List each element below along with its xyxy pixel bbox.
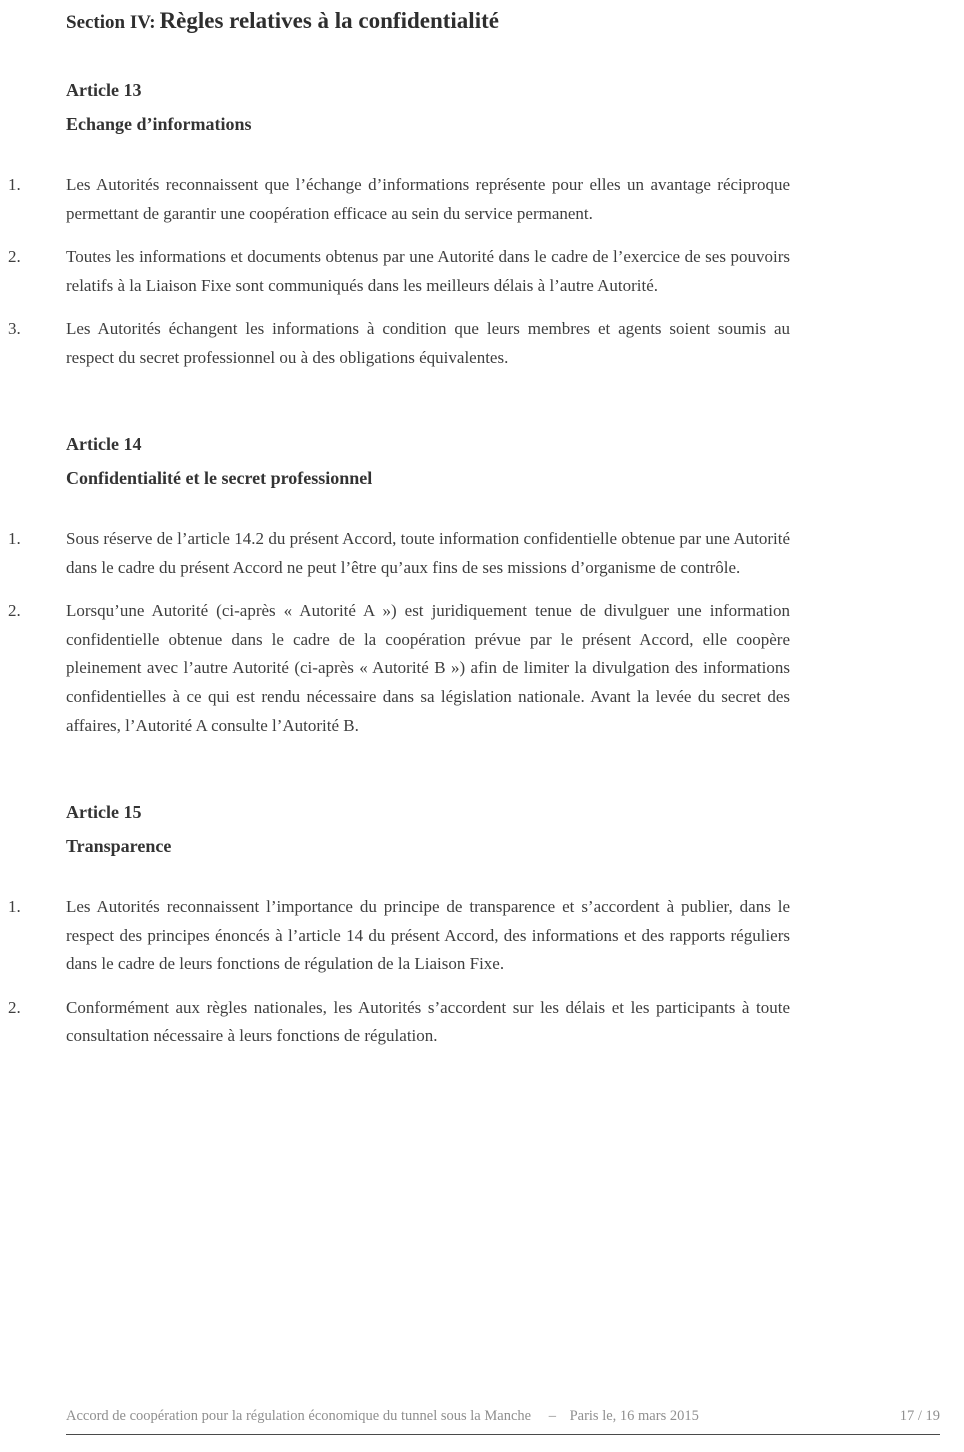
article-14-heading: Article 14 <box>66 434 142 455</box>
list-item <box>8 525 790 582</box>
item-text: Conformément aux règles nationales, les Autorités s’accordent sur les délais et les participants à toute consultation nécessaire à leurs fonctions de régulation. <box>66 997 790 1046</box>
article-15-heading: Article 15 <box>66 802 142 823</box>
item-number: 1. <box>8 897 21 917</box>
item-number: 3. <box>8 319 21 339</box>
article-13 <box>0 80 964 372</box>
item-text: Toutes les informations et documents obtenus par une Autorité dans le cadre de l’exercice de ses pouvoirs relatifs à la Liaison Fixe sont communiqués dans les meilleurs délais à l’autre Autorité. <box>66 247 790 295</box>
page-footer <box>66 1408 940 1435</box>
list-item <box>8 597 790 740</box>
item-number: 1. <box>8 175 21 194</box>
list-item <box>8 893 790 979</box>
article-13-heading: Article 13 <box>66 80 142 100</box>
article-15-items <box>8 893 964 1051</box>
section-title: Règles relatives à la confidentialité <box>159 8 499 33</box>
article-15 <box>0 802 964 1051</box>
list-item <box>8 171 790 228</box>
article-14-items <box>8 525 964 740</box>
article-15-subheading: Transparence <box>66 836 172 857</box>
article-13-items <box>8 171 964 372</box>
page-number: 17 / 19 <box>899 1408 940 1424</box>
item-text: Les Autorités reconnaissent l’importance du principe de transparence et s’accordent à publier, dans le respect des principes énoncés à l’article 14 du présent Accord, des informations et des rapports réguliers dans le cadre de leurs fonctions de régulation de la Liaison Fixe. <box>66 897 790 974</box>
article-13-subheading: Echange d’informations <box>66 114 252 134</box>
item-text: Les Autorités échangent les informations à condition que leurs membres et agents soient soumis au respect du secret professionnel ou à des obligations équivalentes. <box>66 319 790 367</box>
item-text: Lorsqu’une Autorité (ci-après « Autorité A ») est juridiquement tenue de divulguer une information confidentielle obtenue dans le cadre de la coopération prévue par le présent Accord, elle coopère pleinement avec l’autre Autorité (ci-après « Autorité B ») afin de limiter la divulgation des informations confidentielles à ce qui est rendu nécessaire dans sa législation nationale. Avant la levée du secret des affaires, l’Autorité A consulte l’Autorité B. <box>66 601 790 735</box>
list-item <box>8 243 790 300</box>
footer-date: Paris le, 16 mars 2015 <box>569 1408 699 1424</box>
item-text: Sous réserve de l’article 14.2 du présent Accord, toute information confidentielle obtenue par une Autorité dans le cadre du présent Accord ne peut l’être qu’aux fins de ses missions d’organisme de contrôle. <box>66 529 790 577</box>
section-label: Section IV: <box>66 12 156 33</box>
item-number: 2. <box>8 247 21 267</box>
list-item <box>8 315 790 372</box>
footer-left <box>66 1408 703 1425</box>
list-item <box>8 994 790 1051</box>
footer-separator: – <box>548 1408 556 1424</box>
section-heading <box>66 8 964 34</box>
item-number: 2. <box>8 601 21 621</box>
item-number: 2. <box>8 997 21 1017</box>
item-number: 1. <box>8 529 21 549</box>
article-14-subheading: Confidentialité et le secret professionnel <box>66 468 373 489</box>
footer-doc-title: Accord de coopération pour la régulation économique du tunnel sous la Manche <box>66 1408 532 1424</box>
article-14 <box>0 434 964 740</box>
item-text: Les Autorités reconnaissent que l’échange d’informations représente pour elles un avantage réciproque permettant de garantir une coopération efficace au sein du service permanent. <box>66 175 790 223</box>
